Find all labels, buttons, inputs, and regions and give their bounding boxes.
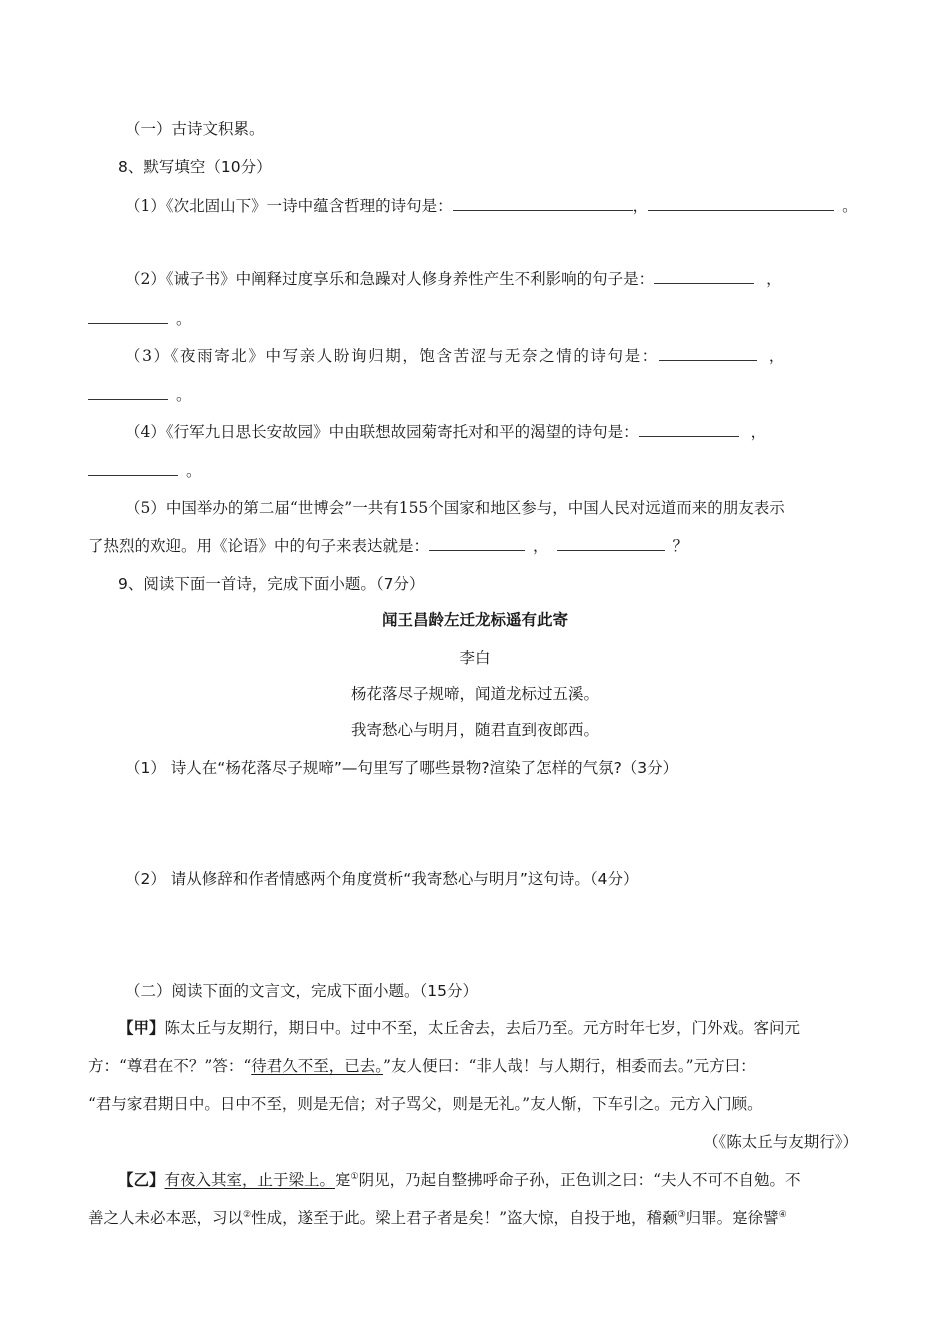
answer-blank[interactable] xyxy=(648,196,834,211)
footnote-marker: ④ xyxy=(778,1209,787,1220)
q8-item-3-cont: 。 xyxy=(88,384,192,406)
poem-line-2: 我寄愁心与明月，随君直到夜郎西。 xyxy=(350,721,599,739)
q8-item-4-text: （4）《行军九日思长安故园》中由联想故园菊寄托对和平的渴望的诗句是： xyxy=(125,423,639,441)
q8-item-2: （2）《诫子书》中阐释过度享乐和急躁对人修身养性产生不利影响的句子是： ， xyxy=(125,270,782,288)
section2-heading: （二）阅读下面的文言文，完成下面小题。（15分） xyxy=(125,982,478,1000)
q8-item-4: （4）《行军九日思长安故园》中由联想故园菊寄托对和平的渴望的诗句是： ， xyxy=(125,423,767,441)
jia-line-2: 方：“尊君在不？”答：“待君久不至，已去。”友人便曰：“非人哉！与人期行，相委而去。”元方曰： xyxy=(88,1057,756,1075)
poem-author: 李白 xyxy=(459,649,491,667)
section1-heading: （一）古诗文积累。 xyxy=(125,120,265,138)
q8-item-4-cont: 。 xyxy=(88,460,202,482)
answer-blank[interactable] xyxy=(659,346,757,361)
jia-tag: 【甲】 xyxy=(118,1018,165,1037)
jia-line-3: “君与家君期日中。日中不至，则是无信；对子骂父，则是无礼。”友人惭，下车引之。元方入门顾。 xyxy=(88,1095,763,1113)
yi-tag: 【乙】 xyxy=(118,1170,165,1189)
q8-item-1-text: （1）《次北固山下》一诗中蕴含哲理的诗句是： xyxy=(125,197,453,215)
answer-blank[interactable] xyxy=(88,385,168,400)
answer-blank[interactable] xyxy=(88,309,168,324)
underlined-phrase: 待君久不至，已去。 xyxy=(251,1057,384,1075)
answer-blank[interactable] xyxy=(429,536,525,551)
footnote-marker: ① xyxy=(350,1171,359,1182)
q8-item-2-cont: 。 xyxy=(88,308,192,330)
footnote-marker: ② xyxy=(243,1209,252,1220)
answer-blank[interactable] xyxy=(453,196,633,211)
underlined-phrase: 有夜入其室，止于梁上。 xyxy=(164,1171,336,1189)
q8-item-3: （3）《夜雨寄北》中写亲人盼询归期，饱含苦涩与无奈之情的诗句是： ， xyxy=(125,347,786,365)
answer-blank[interactable] xyxy=(639,422,739,437)
q9-sub2: （2） 请从修辞和作者情感两个角度赏析“我寄愁心与明月”这句诗。（4分） xyxy=(125,870,639,888)
answer-blank[interactable] xyxy=(557,536,665,551)
yi-line-1: 【乙】有夜入其室，止于梁上。寔①阴见，乃起自整拂呼命子孙，正色训之曰：“夫人不可不自勉。不 xyxy=(118,1170,801,1189)
answer-blank[interactable] xyxy=(654,269,754,284)
q9-sub1: （1） 诗人在“杨花落尽子规啼”—句里写了哪些景物?渲染了怎样的气氛?（3分） xyxy=(125,759,679,777)
q8-item-3-text: （3）《夜雨寄北》中写亲人盼询归期，饱含苦涩与无奈之情的诗句是： xyxy=(125,347,659,365)
q9-title: 9、阅读下面一首诗，完成下面小题。（7分） xyxy=(118,575,425,593)
yi-line-2: 善之人未必本恶，习以②性成，遂至于此。梁上君子者是矣！”盗大惊，自投于地，稽颡③归罪。寔徐譬④ xyxy=(88,1209,787,1227)
q8-title: 8、默写填空（10分） xyxy=(118,158,272,176)
q8-item-2-text: （2）《诫子书》中阐释过度享乐和急躁对人修身养性产生不利影响的句子是： xyxy=(125,270,655,288)
q8-item-5-line1: （5）中国举办的第二届“世博会”一共有155个国家和地区参与，中国人民对远道而来的朋友表示 xyxy=(125,499,785,517)
jia-source: （《陈太丘与友期行》） xyxy=(702,1133,858,1151)
q8-item-5-line2: 了热烈的欢迎。用《论语》中的句子来表达就是： ， ？ xyxy=(88,537,689,555)
footnote-marker: ③ xyxy=(677,1209,686,1220)
poem-title: 闻王昌龄左迁龙标遥有此寄 xyxy=(381,611,568,629)
jia-line-1: 【甲】陈太丘与友期行，期日中。过中不至，太丘舍去，去后乃至。元方时年七岁，门外戏。客问元 xyxy=(118,1018,801,1037)
q8-item-1: （1）《次北固山下》一诗中蕴含哲理的诗句是： ， 。 xyxy=(125,197,858,215)
poem-line-1: 杨花落尽子规啼，闻道龙标过五溪。 xyxy=(350,685,599,703)
answer-blank[interactable] xyxy=(88,461,178,476)
